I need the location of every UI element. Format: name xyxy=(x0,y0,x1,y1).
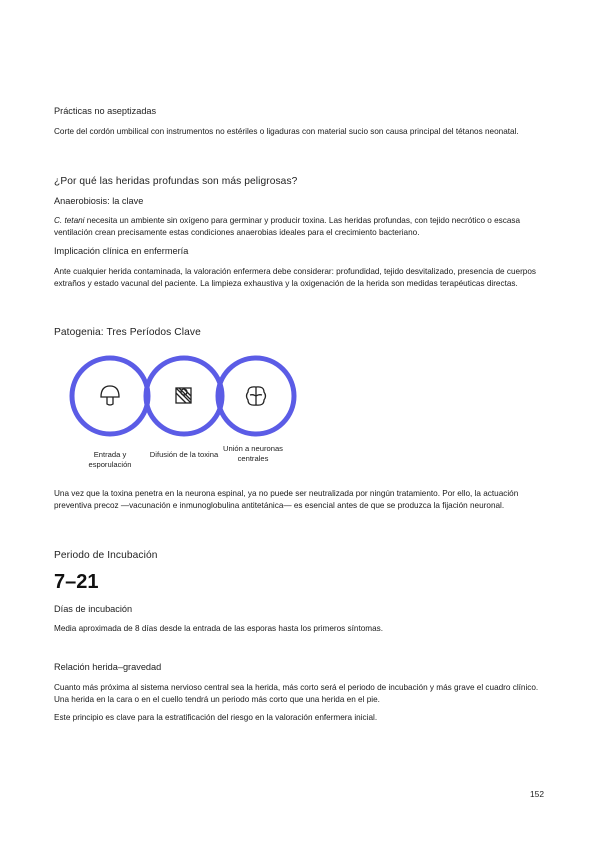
relacion-paragraph-2: Este principio es clave para la estratificación del riesgo en la valoración enfermera inicial. xyxy=(54,713,378,722)
section-title-incubacion: Periodo de Incubación xyxy=(54,550,158,561)
pathogenesis-diagram xyxy=(60,350,300,445)
incubacion-paragraph: Media aproximada de 8 días desde la entrada de las esporas hasta los primeros síntomas. xyxy=(54,624,384,633)
section-title-patogenia: Patogenia: Tres Períodos Clave xyxy=(54,327,201,338)
brain-icon xyxy=(247,387,266,405)
step-circle-1 xyxy=(72,358,148,434)
section-title-practicas: Prácticas no aseptizadas xyxy=(54,106,157,116)
toxin-spread-icon xyxy=(176,388,191,403)
mushroom-icon xyxy=(101,386,119,405)
incubation-value: 7–21 xyxy=(54,571,99,593)
anaerobiosis-paragraph xyxy=(54,215,546,239)
species-name: C. tetani xyxy=(54,216,85,225)
incubation-value-label: Días de incubación xyxy=(54,604,133,614)
page-number: 152 xyxy=(530,789,544,799)
step-label-2: Difusión de la toxina xyxy=(149,450,219,459)
section-title-relacion: Relación herida–gravedad xyxy=(54,662,162,672)
section-title-heridas: ¿Por qué las heridas profundas son más peligrosas? xyxy=(54,176,298,187)
step-label-1: Entrada y esporulación xyxy=(88,450,132,469)
anaerobiosis-text: necesita un ambiente sin oxígeno para germinar y producir toxina. Las heridas profundas, con tejido necrótico o escasa ventilación crean precisamente estas condiciones anaerobias ideales para el crecimiento bacteriano. xyxy=(54,216,521,237)
patogenia-paragraph: Una vez que la toxina penetra en la neurona espinal, ya no puede ser neutralizada por ningún tratamiento. Por ello, la actuación preventiva precoz —vacunación e inmunoglobulina antitetánica— es esencial antes de que se produzca la fijación neuronal. xyxy=(54,489,519,510)
subheading-implicacion: Implicación clínica en enfermería xyxy=(54,246,189,256)
subheading-anaerobiosis: Anaerobiosis: la clave xyxy=(54,196,144,206)
practicas-paragraph: Corte del cordón umbilical con instrumentos no estériles o ligaduras con material sucio son causa principal del tétanos neonatal. xyxy=(54,127,519,136)
step-label-3: Unión a neuronas centrales xyxy=(223,444,283,463)
implicacion-paragraph: Ante cualquier herida contaminada, la valoración enfermera debe considerar: profundidad, tejido desvitalizado, presencia de cuerpos extraños y estado vacunal del paciente. La limpieza exhaustiva y la oxigenación de la herida son medidas terapéuticas directas. xyxy=(54,267,536,288)
relacion-paragraph-1: Cuanto más próxima al sistema nervioso central sea la herida, más corto será el periodo de incubación y más grave el cuadro clínico. Una herida en la cara o en el cuello tendrá un periodo más corto que una herida en el pie. xyxy=(54,683,539,704)
